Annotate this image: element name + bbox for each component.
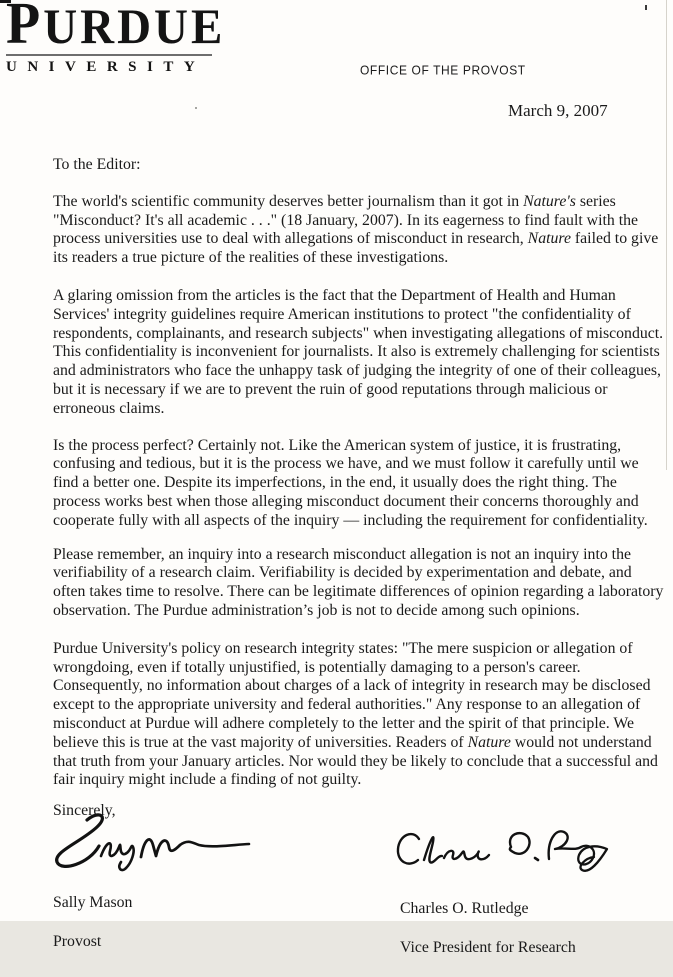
purdue-wordmark: PURDUE — [6, 0, 226, 57]
letter-body — [53, 156, 665, 956]
salutation: To the Editor: — [53, 156, 141, 173]
university-wordmark: UNIVERSITY — [6, 58, 206, 75]
paragraph-3: Is the process perfect? Certainly not. Like the American system of justice, it is frustrating, confusing and tedious, but it is the process we have, and we must follow it carefully until we find a better one. Despite its imperfections, in the end, it usually does the right thing. The process works best when those alleging misconduct document their concerns thoroughly and cooperate fully with all aspects of the inquiry — including the requirement for confidentiality. — [53, 436, 648, 529]
paragraph-4: Please remember, an inquiry into a research misconduct allegation is not an inquiry into the verifiability of a research claim. Verifiability is decided by experimentation and debate, and often takes time to resolve. There can be legitimate differences of opinion regarding a laboratory observation. The Purdue administration’s job is not to decide among such opinions. — [53, 545, 664, 619]
scan-artifact — [195, 107, 197, 109]
paragraph-2: A glaring omission from the articles is the fact that the Department of Health and Human Services' integrity guidelines require American institutions to protect "the confidentiality of respondents, complainants, and research subjects" when investigating allegations of misconduct. This confidentiality is inconvenient for journalists. It also is extremely challenging for scientists and administrators who face the unhappy task of judging the integrity of one of their colleagues, but it is necessary if we are to prevent the ruin of good reputations through malicious or erroneous claims. — [53, 286, 664, 417]
scan-artifact — [645, 5, 647, 10]
valediction: Sincerely, — [53, 802, 116, 820]
signatory-title: Vice President for Research — [400, 938, 576, 956]
signatory-name: Charles O. Rutledge — [400, 899, 529, 917]
signatory-name: Sally Mason — [53, 893, 133, 911]
signatory-title: Provost — [53, 932, 102, 950]
paragraph-1: The world's scientific community deserves better journalism than it got in Nature's series "Misconduct? It's all academic . . ." (18 January, 2007). In its eagerness to find fault with the process universities use to deal with allegations of misconduct in research, Nature failed to give its readers a true picture of the realities of these investigations. — [53, 192, 659, 267]
signatory-name-and-title — [53, 873, 132, 971]
charles-rutledge-signature — [389, 822, 614, 878]
letter-date: March 9, 2007 — [508, 101, 608, 120]
scan-artifact — [666, 0, 667, 470]
paragraph-5: Purdue University's policy on research integrity states: "The mere suspicion or allegation of wrongdoing, even if totally unjustified, is potentially damaging to a person's career. Consequently, no information about charges of a lack of integrity in research may be disclosed except to the appropriate university and federal authorities." Any response to an allegation of misconduct at Purdue will adhere completely to the letter and the spirit of that principle. We believe this is true at the vast majority of universities. Readers of Nature would not understand that truth from your January articles. Nor would they be likely to conclude that a successful and fair inquiry might include a finding of not guilty. — [53, 639, 658, 789]
signatory-name-and-title — [400, 879, 576, 977]
purdue-logo — [6, 0, 226, 76]
closing-block — [53, 802, 665, 956]
office-of-the-provost-label: OFFICE OF THE PROVOST — [360, 62, 526, 78]
sally-mason-signature — [41, 810, 256, 872]
